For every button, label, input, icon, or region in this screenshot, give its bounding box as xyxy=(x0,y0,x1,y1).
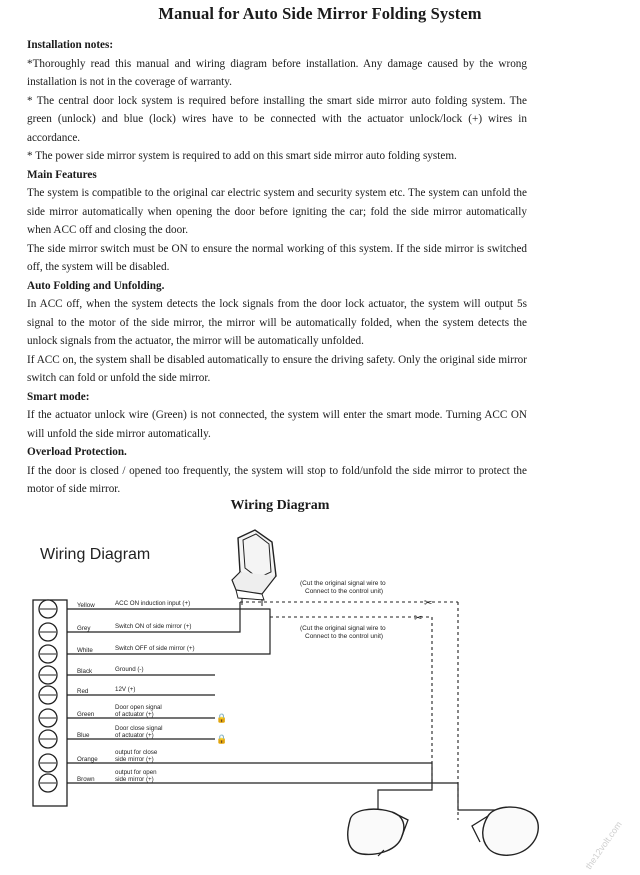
wire-function-label: output for open xyxy=(115,769,157,776)
cut-note-2a: (Cut the original signal wire to xyxy=(300,625,386,632)
diagram-heading: Wiring Diagram xyxy=(230,498,330,513)
manual-text xyxy=(27,36,527,499)
wire-color-label: Red xyxy=(77,688,89,695)
wire-function-label-line2: side mirror (+) xyxy=(115,776,154,783)
wiring-diagram xyxy=(0,520,640,875)
paragraph: * The central door lock system is required before installing the smart side mirror auto folding system. The green (unlock) and blue (lock) wires have to be connected with the actuator unlock/lock (+) wires in accordance. xyxy=(27,94,527,144)
paragraph: If the door is closed / opened too frequently, the system will stop to fold/unfold the side mirror to protect the motor of side mirror. xyxy=(27,464,527,495)
cut-note-2b: Connect to the control unit) xyxy=(305,633,384,640)
svg-text:✂: ✂ xyxy=(424,598,433,609)
connector-group xyxy=(39,600,57,792)
lock-icon: 🔒 xyxy=(216,734,228,744)
wire-labels xyxy=(77,600,227,783)
paragraph: The side mirror switch must be ON to ensure the normal working of this system. If the side mirror is switched off, the system will be disabled. xyxy=(27,242,527,273)
cut-note-1a: (Cut the original signal wire to xyxy=(300,580,386,587)
wire-color-label: Orange xyxy=(77,756,98,763)
wire-function-label: Door open signal xyxy=(115,704,162,711)
wire-function-label: Ground (-) xyxy=(115,666,144,673)
wiring-diagram-inner-title: Wiring Diagram xyxy=(40,546,151,563)
paragraph: *Thoroughly read this manual and wiring diagram before installation. Any damage caused by the wrong installation is not in the coverage of warranty. xyxy=(27,57,527,88)
wire-function-label-line2: of actuator (+) xyxy=(115,732,154,739)
paragraph: * The power side mirror system is required to add on this smart side mirror auto folding system. xyxy=(27,150,457,162)
wire-brown xyxy=(67,783,510,820)
wire-function-label: Switch ON of side mirror (+) xyxy=(115,623,192,630)
section-heading: Smart mode: xyxy=(27,390,90,403)
wire-function-label-line2: of actuator (+) xyxy=(115,711,154,718)
left-side-mirror-icon xyxy=(348,809,408,856)
wire-color-label: Black xyxy=(77,668,93,675)
wire-color-label: Yellow xyxy=(77,602,95,609)
wire-color-label: White xyxy=(77,647,93,654)
svg-text:✂: ✂ xyxy=(414,613,423,624)
page-title: Manual for Auto Side Mirror Folding System xyxy=(158,4,482,23)
wire-function-label: Switch OFF of side mirror (+) xyxy=(115,645,195,652)
mirror-switch-icon xyxy=(232,530,276,606)
section-heading: Installation notes: xyxy=(27,39,114,51)
cut-note-1b: Connect to the control unit) xyxy=(305,588,384,595)
section-heading: Main Features xyxy=(27,168,97,181)
wire-function-label: 12V (+) xyxy=(115,686,136,693)
watermark: the12volt.com xyxy=(583,819,624,872)
wire-color-label: Green xyxy=(77,711,95,718)
wire-function-label: ACC ON induction input (+) xyxy=(115,600,191,607)
paragraph: If the actuator unlock wire (Green) is not connected, the system will enter the smart mode. Turning ACC ON will unfold the side mirror automatically. xyxy=(27,409,527,440)
section-heading: Auto Folding and Unfolding. xyxy=(27,279,165,292)
paragraph: The system is compatible to the original car electric system and security system etc. The system can unfold the side mirror automatically when opening the door before igniting the car; fold the side mirror automatically when ACC off and closing the door. xyxy=(27,187,527,236)
wire-color-label: Grey xyxy=(77,625,91,632)
section-heading: Overload Protection. xyxy=(27,446,127,458)
wire-function-label: output for close xyxy=(115,749,158,756)
wire-color-label: Brown xyxy=(77,776,95,783)
wire-function-label-line2: side mirror (+) xyxy=(115,756,154,763)
paragraph: If ACC on, the system shall be disabled automatically to ensure the driving safety. Only the original side mirror switch can fold or unfold the side mirror. xyxy=(27,353,527,384)
lock-icon: 🔒 xyxy=(216,713,228,723)
wire-color-label: Blue xyxy=(77,732,90,739)
right-side-mirror-icon xyxy=(472,807,538,855)
wire-function-label: Door close signal xyxy=(115,725,163,732)
paragraph: In ACC off, when the system detects the lock signals from the door lock actuator, the system will output 5s signal to the motor of the side mirror, the mirror will be automatically folded, when the system detects the unlock signals from the actuator, the mirror will be automatically unfolded. xyxy=(27,298,527,347)
